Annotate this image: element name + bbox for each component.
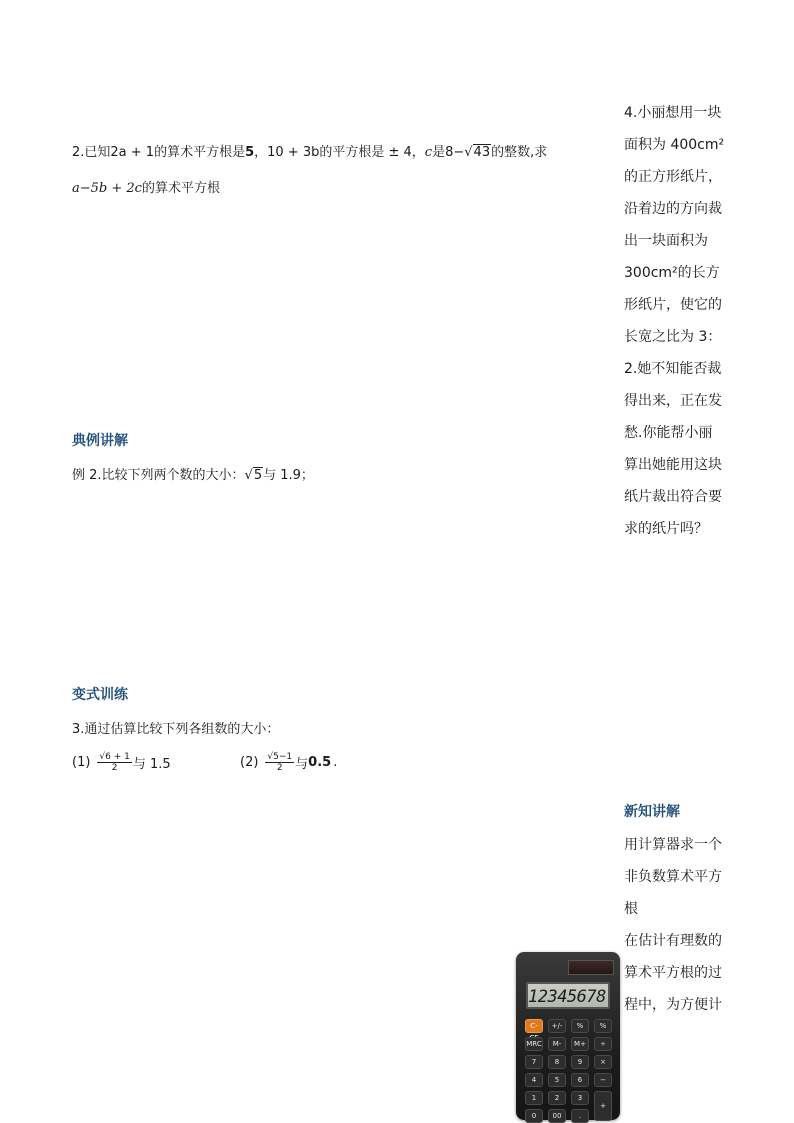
problem-3-part-2 (240, 752, 337, 773)
calculator-key: 3 (571, 1091, 589, 1105)
sidebar-new-line: 算术平方根的过 (624, 965, 722, 981)
calculator-key: 1 (525, 1091, 543, 1105)
sidebar-new-line: 在估计有理数的 (624, 933, 722, 949)
calculator-key: % (594, 1019, 612, 1033)
value-0-5: 0.5 (308, 755, 332, 770)
sidebar-problem-4-line: 的正方形纸片， (624, 169, 722, 185)
example-2-prefix: 例 2.比较下列两个数的大小： (72, 468, 245, 483)
sidebar-new-line: 程中，为方便计 (624, 997, 722, 1013)
calculator-key: MRC (525, 1037, 543, 1051)
sidebar-new-line: 用计算器求一个 (624, 837, 722, 853)
calculator-key: × (594, 1055, 612, 1069)
problem-3-part-1 (72, 752, 171, 773)
calculator-key: 4 (525, 1073, 543, 1087)
calculator-key: + (594, 1091, 612, 1121)
sidebar-new-line: 非负数算术平方 (624, 869, 722, 885)
problem-2-prefix: 2.已知2a + 1的算术平方根是 (72, 145, 246, 160)
sidebar-new-line: 根 (624, 901, 638, 917)
sidebar-problem-4-line: 纸片裁出符合要 (624, 489, 722, 505)
calculator-key: . (571, 1109, 589, 1123)
calculator-key: M+ (571, 1037, 589, 1051)
section-title-example: 典例讲解 (72, 433, 128, 449)
is-text: 是8 (432, 145, 454, 160)
value-5: 5 (245, 145, 255, 160)
sidebar-problem-4-line: 算出她能用这块 (624, 457, 722, 473)
calculator-image (516, 952, 620, 1120)
fraction-1-numerator: √6 + 1 (99, 752, 130, 762)
calculator-keypad (525, 1019, 611, 1123)
calculator-key: 0 (525, 1109, 543, 1123)
calculator-key: ÷ (594, 1037, 612, 1051)
problem-3-text: 3.通过估算比较下列各组数的大小： (72, 722, 280, 737)
fraction-1-denominator: 2 (111, 763, 118, 773)
calculator-key: 9 (571, 1055, 589, 1069)
part-2-suffix-a: 与 (295, 757, 309, 772)
sidebar-problem-4-line: 4.小丽想用一块 (624, 105, 722, 121)
sidebar-problem-4-line: 长宽之比为 3： (624, 329, 722, 345)
sidebar-problem-4-line: 形纸片，使它的 (624, 297, 722, 313)
sidebar-problem-4-line: 求的纸片吗？ (624, 521, 708, 537)
solar-panel (568, 960, 614, 975)
sqrt-5: √5 (244, 468, 263, 483)
calculator-key: C- (525, 1019, 543, 1033)
fraction-2-numerator: √5−1 (267, 752, 293, 762)
minus-sign: − (453, 145, 465, 160)
part-2-suffix-c: . (333, 755, 338, 770)
calculator-key: 8 (548, 1055, 566, 1069)
sidebar-problem-4-line: 2.她不知能否裁 (624, 361, 722, 377)
sidebar-problem-4-line: 出一块面积为 (624, 233, 708, 249)
part-2-label: (2) (240, 755, 259, 770)
calculator-key: 6 (571, 1073, 589, 1087)
example-2-suffix: 与 1.9； (263, 468, 314, 483)
sqrt-43: √43 (464, 145, 491, 160)
sidebar-problem-4-line: 300cm²的长方 (624, 265, 720, 281)
problem-2-suffix: 的整数,求 (491, 145, 548, 160)
part-1-label: (1) (72, 755, 91, 770)
radicand-5: 5 (253, 468, 263, 483)
calculator-key: M- (548, 1037, 566, 1051)
calculator-key: 2 (548, 1091, 566, 1105)
calculator-key: 7 (525, 1055, 543, 1069)
problem-2-line-2-suffix: 的算术平方根 (141, 181, 220, 196)
calculator-display: 12345678 (526, 982, 610, 1009)
sidebar-problem-4-line: 得出来，正在发 (624, 393, 722, 409)
var-c: c (424, 145, 433, 160)
problem-2-line-2 (72, 177, 220, 196)
example-2 (72, 464, 314, 483)
calculator-key: − (594, 1073, 612, 1087)
sidebar-problem-4-line: 沿着边的方向裁 (624, 201, 722, 217)
fraction-2 (265, 752, 294, 773)
sidebar-problem-4-line: 面积为 400cm² (624, 137, 725, 153)
part-1-suffix: 与 1.5 (132, 757, 171, 772)
fraction-2-denominator: 2 (276, 763, 283, 773)
calculator-key: 00 (548, 1109, 566, 1123)
problem-2-line-1 (72, 141, 547, 160)
sidebar-problem-4-line: 愁.你能帮小丽 (624, 425, 713, 441)
fraction-1 (97, 752, 131, 773)
section-title-variant: 变式训练 (72, 687, 128, 703)
section-title-new-knowledge: 新知讲解 (624, 804, 680, 820)
calculator-key: % (571, 1019, 589, 1033)
expression: a−5b + 2c (72, 181, 142, 196)
calculator-key: 5 (548, 1073, 566, 1087)
problem-2-mid: ，10 + 3b的平方根是 ± 4， (254, 145, 425, 160)
calculator-key: +/- (548, 1019, 566, 1033)
radicand-43: 43 (473, 145, 491, 160)
